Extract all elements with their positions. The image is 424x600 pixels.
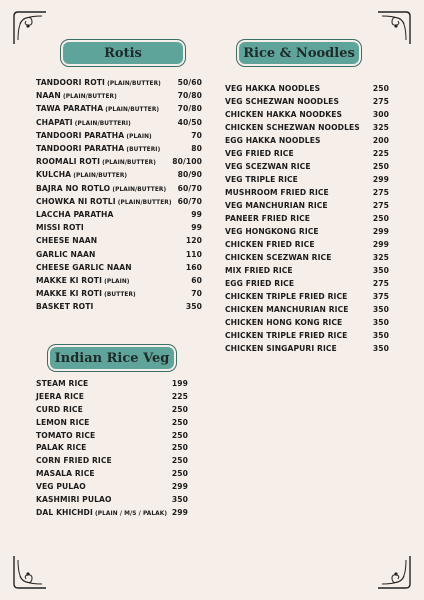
menu-item-row — [225, 173, 389, 186]
menu-item-name — [225, 253, 331, 262]
item-name: LEMON RICE — [36, 417, 90, 427]
item-price: 60/70 — [177, 196, 202, 206]
menu-item-name — [36, 223, 84, 232]
menu-item-row — [225, 199, 389, 212]
item-price: 80/90 — [177, 170, 202, 180]
item-name: JEERA RICE — [36, 391, 85, 401]
item-name: CHICKEN SCHEZWAN NOODLES — [225, 123, 360, 132]
menu-item-row — [225, 316, 389, 329]
menu-item-name — [225, 110, 342, 119]
item-name: VEG SCEZWAN RICE — [225, 162, 311, 171]
menu-item-name — [36, 170, 127, 179]
item-note: (PLAIN) — [102, 278, 130, 285]
menu-item-row — [36, 493, 188, 506]
item-name: CHICKEN HONG KONG RICE — [225, 318, 343, 327]
menu-item-row — [36, 403, 188, 416]
item-name: BASKET ROTI — [36, 302, 94, 312]
item-name: PANEER FRIED RICE — [225, 214, 311, 223]
item-name: CHOWKA NI ROTLI — [36, 196, 116, 206]
item-price: 200 — [372, 136, 389, 145]
item-price: 225 — [372, 149, 389, 158]
menu-item-name — [225, 305, 349, 314]
item-name: CHEESE NAAN — [36, 236, 98, 246]
item-price: 375 — [372, 292, 389, 301]
menu-item-name — [225, 227, 319, 236]
item-name: CHICKEN HAKKA NOODKES — [225, 110, 343, 119]
item-price: 300 — [372, 110, 389, 119]
menu-item-row — [225, 277, 389, 290]
menu-item-row — [36, 208, 202, 221]
menu-item-name — [36, 418, 89, 427]
item-price: 110 — [185, 249, 202, 259]
menu-item-row — [225, 108, 389, 121]
menu-item-row — [225, 147, 389, 160]
item-price: 299 — [372, 227, 389, 236]
item-name: KASHMIRI PULAO — [36, 494, 112, 504]
corner-ornament-icon — [12, 554, 48, 590]
menu-item-row — [36, 429, 188, 442]
item-name: LACCHA PARATHA — [36, 209, 114, 219]
menu-item-row — [225, 160, 389, 173]
item-name: CHICKEN SCEZWAN RICE — [225, 253, 332, 262]
menu-item-name — [36, 157, 156, 166]
item-name: VEG MANCHURIAN RICE — [225, 201, 328, 210]
item-name: TANDOORI PARATHA — [36, 130, 125, 140]
item-name: STEAM RICE — [36, 378, 89, 388]
menu-item-row — [36, 195, 202, 208]
item-name: TAWA PARATHA — [36, 104, 104, 114]
menu-item-name — [225, 240, 315, 249]
item-price: 325 — [372, 253, 389, 262]
item-price: 299 — [372, 240, 389, 249]
indian-rice-heading: Indian Rice Veg — [50, 347, 174, 369]
menu-item-row — [36, 300, 202, 313]
menu-item-name — [36, 469, 95, 478]
item-name: CHEESE GARLIC NAAN — [36, 262, 132, 272]
menu-item-row — [225, 186, 389, 199]
item-price: 350 — [372, 318, 389, 327]
menu-item-name — [36, 78, 161, 87]
menu-item-name — [36, 405, 83, 414]
item-name: VEG SCHEZWAN NOODLES — [225, 97, 340, 106]
menu-item-name — [225, 292, 347, 301]
menu-item-name — [36, 263, 132, 272]
menu-item-name — [36, 250, 95, 259]
menu-item-row — [225, 303, 389, 316]
item-name: VEG HONGKONG RICE — [225, 227, 319, 236]
item-price: 350 — [372, 266, 389, 275]
menu-item-name — [36, 508, 167, 517]
menu-item-name — [225, 266, 293, 275]
item-price: 350 — [372, 331, 389, 340]
menu-item-name — [225, 123, 360, 132]
menu-item-name — [36, 289, 136, 298]
menu-item-row — [36, 377, 188, 390]
corner-ornament-icon — [376, 554, 412, 590]
item-name: KULCHA — [36, 170, 72, 180]
menu-item-row — [225, 264, 389, 277]
menu-item-row — [225, 212, 389, 225]
item-name: PALAK RICE — [36, 443, 87, 453]
item-name: MAKKE KI ROTI — [36, 275, 102, 285]
item-price: 250 — [372, 214, 389, 223]
item-price: 160 — [185, 262, 202, 272]
item-price: 40/50 — [177, 117, 202, 127]
menu-item-name — [36, 302, 93, 311]
item-price: 350 — [185, 302, 202, 312]
item-name: CHAPATI — [36, 117, 73, 127]
item-price: 299 — [171, 482, 188, 492]
menu-item-row — [36, 234, 202, 247]
menu-item-name — [225, 84, 320, 93]
menu-item-name — [36, 144, 160, 153]
item-name: CHICKEN FRIED RICE — [225, 240, 315, 249]
item-price: 70/80 — [177, 91, 202, 101]
menu-item-name — [36, 456, 112, 465]
menu-item-name — [225, 162, 311, 171]
item-name: CURD RICE — [36, 404, 83, 414]
indian-rice-menu — [36, 377, 188, 519]
rice-noodles-menu — [225, 82, 389, 355]
menu-item-row — [225, 238, 389, 251]
menu-item-row — [225, 251, 389, 264]
menu-item-row — [36, 467, 188, 480]
menu-item-name — [36, 210, 113, 219]
item-name: CORN FRIED RICE — [36, 456, 112, 466]
item-price: 120 — [185, 236, 202, 246]
item-price: 99 — [191, 209, 202, 219]
item-price: 275 — [372, 97, 389, 106]
item-price: 299 — [372, 175, 389, 184]
menu-item-row — [225, 342, 389, 355]
menu-item-row — [225, 225, 389, 238]
menu-item-row — [36, 142, 202, 155]
menu-item-row — [36, 89, 202, 102]
menu-item-name — [36, 104, 159, 113]
item-price: 225 — [171, 391, 188, 401]
item-name: TANDOORI ROTI — [36, 78, 105, 88]
menu-item-name — [36, 431, 95, 440]
menu-item-name — [225, 318, 342, 327]
item-name: BAJRA NO ROTLO — [36, 183, 111, 193]
menu-item-row — [36, 454, 188, 467]
menu-item-row — [36, 129, 202, 142]
item-price: 250 — [171, 404, 188, 414]
item-price: 250 — [171, 417, 188, 427]
menu-item-name — [225, 201, 328, 210]
item-name: GARLIC NAAN — [36, 249, 96, 259]
menu-item-name — [225, 97, 339, 106]
item-note: (BUTTERI) — [124, 147, 161, 154]
item-note: (PLAIN/BUTTER) — [104, 81, 161, 88]
menu-item-row — [225, 134, 389, 147]
item-note: (BUTTER) — [102, 292, 136, 299]
item-price: 250 — [171, 430, 188, 440]
item-name: VEG PULAO — [36, 482, 86, 492]
menu-item-name — [225, 175, 298, 184]
menu-item-name — [225, 188, 329, 197]
item-price: 80 — [191, 144, 202, 154]
item-price: 99 — [191, 223, 202, 233]
menu-item-name — [225, 344, 337, 353]
item-name: MAKKE KI ROTI — [36, 289, 102, 299]
menu-item-name — [225, 136, 321, 145]
item-name: CHICKEN SINGAPURI RICE — [225, 344, 337, 353]
item-name: MISSI ROTI — [36, 223, 84, 233]
item-name: ROOMALI ROTI — [36, 157, 101, 167]
item-price: 60/70 — [177, 183, 202, 193]
menu-item-row — [36, 416, 188, 429]
item-note: (PLAIN/BUTTER) — [100, 160, 156, 167]
menu-item-name — [36, 276, 130, 285]
rotis-heading: Rotis — [63, 42, 183, 64]
menu-item-name — [36, 118, 131, 127]
item-price: 250 — [372, 162, 389, 171]
corner-ornament-icon — [12, 10, 48, 46]
item-name: EGG FRIED RICE — [225, 279, 295, 288]
menu-item-name — [225, 214, 310, 223]
item-price: 250 — [171, 456, 188, 466]
item-note: (PLAIN / M/S / PALAK) — [92, 510, 168, 517]
menu-item-row — [36, 441, 188, 454]
menu-item-name — [36, 443, 86, 452]
menu-item-row — [36, 287, 202, 300]
item-name: EGG HAKKA NOODLES — [225, 136, 321, 145]
menu-item-name — [36, 392, 84, 401]
menu-item-name — [36, 91, 117, 100]
menu-item-name — [36, 131, 152, 140]
item-name: TOMATO RICE — [36, 430, 96, 440]
menu-item-name — [225, 331, 347, 340]
menu-item-row — [36, 221, 202, 234]
item-price: 350 — [372, 344, 389, 353]
menu-item-row — [36, 480, 188, 493]
menu-item-row — [225, 121, 389, 134]
menu-item-row — [225, 329, 389, 342]
item-price: 275 — [372, 279, 389, 288]
menu-item-row — [225, 95, 389, 108]
item-price: 250 — [171, 469, 188, 479]
menu-item-name — [225, 279, 294, 288]
menu-item-row — [36, 182, 202, 195]
item-price: 275 — [372, 201, 389, 210]
menu-item-row — [36, 102, 202, 115]
item-price: 70 — [191, 289, 202, 299]
menu-item-row — [36, 274, 202, 287]
menu-item-row — [36, 506, 188, 519]
item-price: 80/100 — [172, 157, 202, 167]
menu-item-row — [36, 76, 202, 89]
item-note: (PLAIN/BUTTERI) — [72, 120, 131, 127]
item-name: TANDOORI PARATHA — [36, 144, 125, 154]
menu-item-name — [36, 495, 112, 504]
item-note: (PLAIN/BUTTER) — [71, 173, 128, 180]
item-name: MASALA RICE — [36, 469, 95, 479]
item-name: DAL KHICHDI — [36, 507, 93, 517]
item-name: VEG HAKKA NOODLES — [225, 84, 321, 93]
menu-item-name — [225, 149, 294, 158]
item-note: (PLAIN/BUTTER) — [60, 94, 117, 101]
menu-item-row — [225, 290, 389, 303]
item-name: VEG FRIED RICE — [225, 149, 294, 158]
item-price: 199 — [171, 378, 188, 388]
item-name: NAAN — [36, 91, 61, 101]
menu-item-row — [36, 390, 188, 403]
item-name: VEG TRIPLE RICE — [225, 175, 298, 184]
item-name: CHICKEN TRIPLE FRIED RICE — [225, 292, 348, 301]
item-price: 60 — [191, 275, 202, 285]
menu-item-name — [36, 482, 86, 491]
item-price: 70/80 — [177, 104, 202, 114]
item-name: MUSHROOM FRIED RICE — [225, 188, 329, 197]
rice-noodles-heading: Rice & Noodles — [239, 42, 359, 64]
menu-item-name — [36, 236, 97, 245]
item-price: 350 — [171, 494, 188, 504]
item-price: 70 — [191, 130, 202, 140]
item-price: 275 — [372, 188, 389, 197]
item-price: 250 — [171, 443, 188, 453]
menu-item-name — [36, 184, 166, 193]
menu-item-row — [36, 168, 202, 181]
item-note: (PLAIN/BUTTER) — [115, 199, 172, 206]
menu-item-row — [225, 82, 389, 95]
menu-item-name — [36, 197, 172, 206]
menu-item-row — [36, 247, 202, 260]
item-price: 299 — [171, 507, 188, 517]
menu-item-name — [36, 379, 88, 388]
menu-item-row — [36, 261, 202, 274]
item-price: 350 — [372, 305, 389, 314]
item-name: MIX FRIED RICE — [225, 266, 293, 275]
item-name: CHICKEN MANCHURIAN RICE — [225, 305, 349, 314]
item-price: 250 — [372, 84, 389, 93]
menu-item-row — [36, 155, 202, 168]
item-note: (PLAIN/BUTTER) — [103, 107, 160, 114]
item-name: CHICKEN TRIPLE FRIED RICE — [225, 331, 348, 340]
menu-item-row — [36, 116, 202, 129]
item-price: 50/60 — [177, 78, 202, 88]
item-note: (PLAIN/BUTTER) — [110, 186, 167, 193]
item-note: (PLAIN) — [124, 133, 152, 140]
item-price: 325 — [372, 123, 389, 132]
corner-ornament-icon — [376, 10, 412, 46]
rotis-menu — [36, 76, 202, 313]
